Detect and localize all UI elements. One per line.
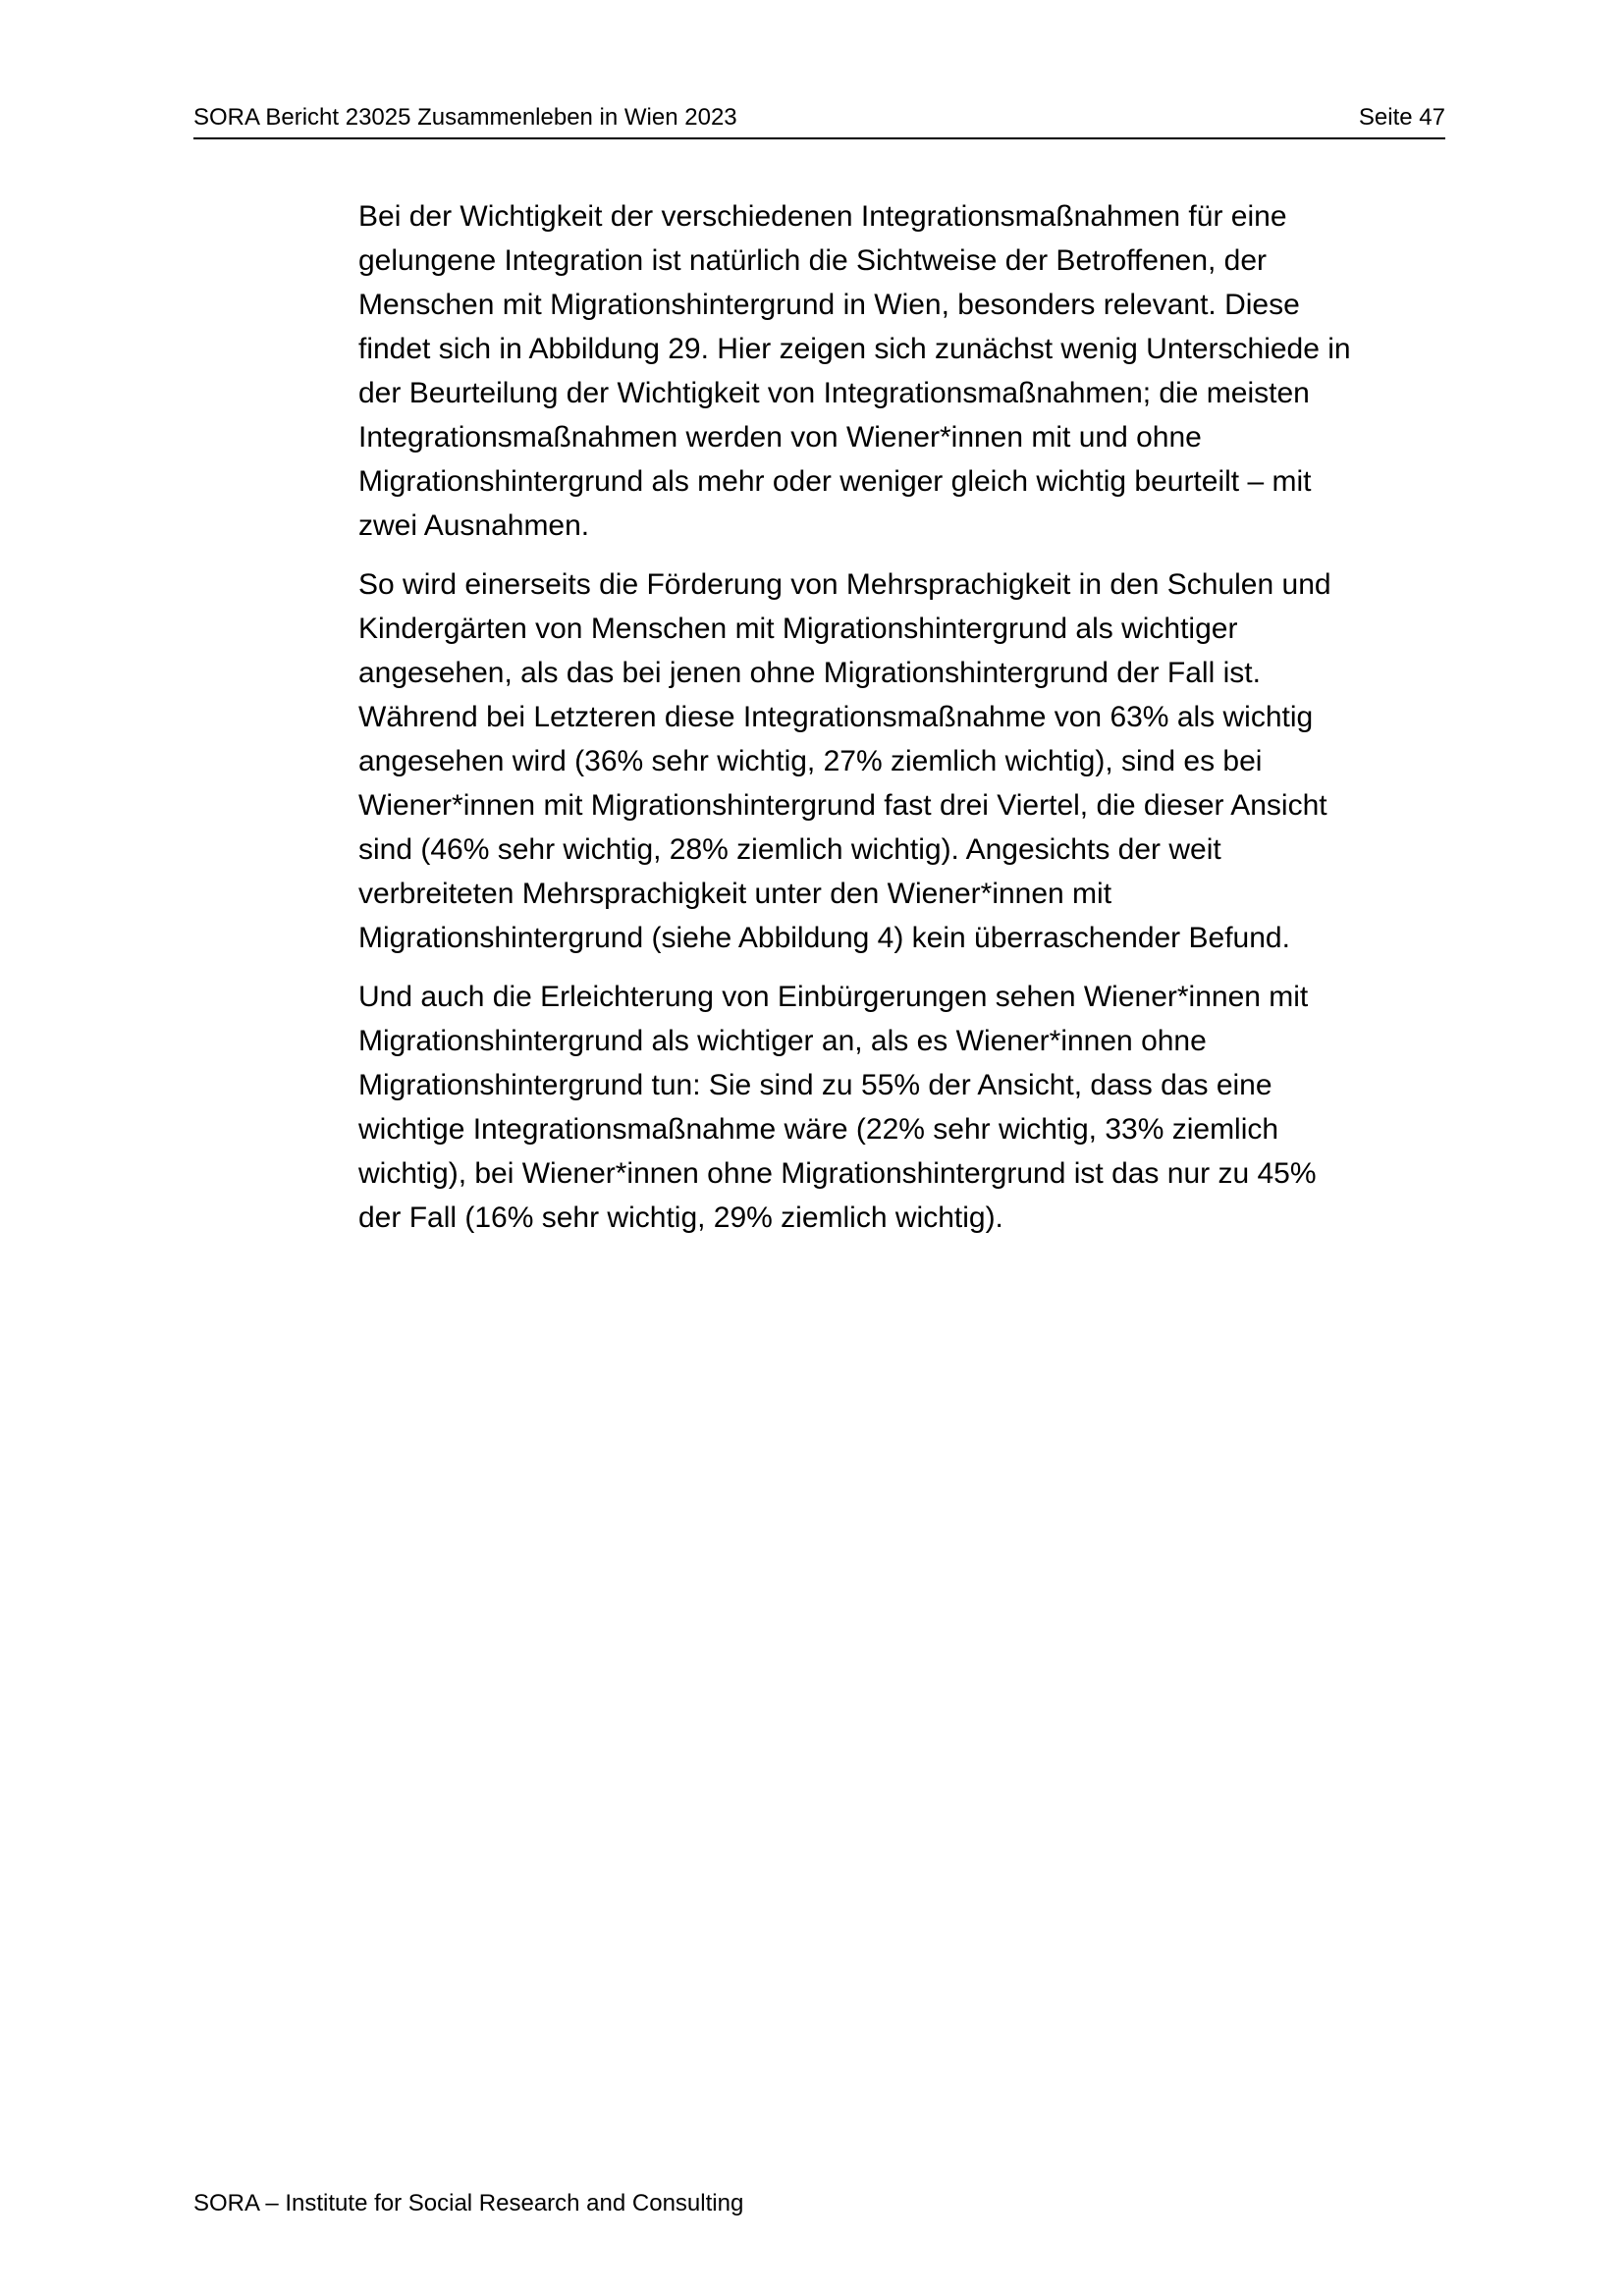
page-footer: SORA – Institute for Social Research and Consulting (193, 2190, 744, 2216)
paragraph: Bei der Wichtigkeit der verschiedenen Integrationsmaßnahmen für eine gelungene Integration ist natürlich die Sichtweise der Betroffenen, der Menschen mit Migrationshintergrund in Wien, besonders relevant. Diese findet sich in Abbildung 29. Hier zeigen sich zunächst wenig Unterschiede in der Beurteilung der Wichtigkeit von Integrationsmaßnahmen; die meisten Integrationsmaßnahmen werden von Wiener*innen mit und ohne Migrationshintergrund als mehr oder weniger gleich wichtig beurteilt – mit zwei Ausnahmen. (358, 200, 1351, 542)
paragraph: Und auch die Erleichterung von Einbürgerungen sehen Wiener*innen mit Migrationshintergrund als wichtiger an, als es Wiener*innen ohne Migrationshintergrund tun: Sie sind zu 55% der Ansicht, dass das eine wichtige Integrationsmaßnahme wäre (22% sehr wichtig, 33% ziemlich wichtig), bei Wiener*innen ohne Migrationshintergrund ist das nur zu 45% der Fall (16% sehr wichtig, 29% ziemlich wichtig). (358, 981, 1317, 1234)
body-text (358, 194, 1445, 1255)
page-number: Seite 47 (1358, 104, 1445, 131)
paragraph: So wird einerseits die Förderung von Mehrsprachigkeit in den Schulen und Kindergärten von Menschen mit Migrationshintergrund als wichtiger angesehen, als das bei jenen ohne Migrationshintergrund der Fall ist. Während bei Letzteren diese Integrationsmaßnahme von 63% als wichtig angesehen wird (36% sehr wichtig, 27% ziemlich wichtig), sind es bei Wiener*innen mit Migrationshintergrund fast drei Viertel, die dieser Ansicht sind (46% sehr wichtig, 28% ziemlich wichtig). Angesichts der weit verbreiteten Mehrsprachigkeit unter den Wiener*innen mit Migrationshintergrund (siehe Abbildung 4) kein überraschender Befund. (358, 568, 1331, 954)
page-header (193, 102, 1445, 139)
report-title: SORA Bericht 23025 Zusammenleben in Wien 2023 (193, 104, 737, 131)
